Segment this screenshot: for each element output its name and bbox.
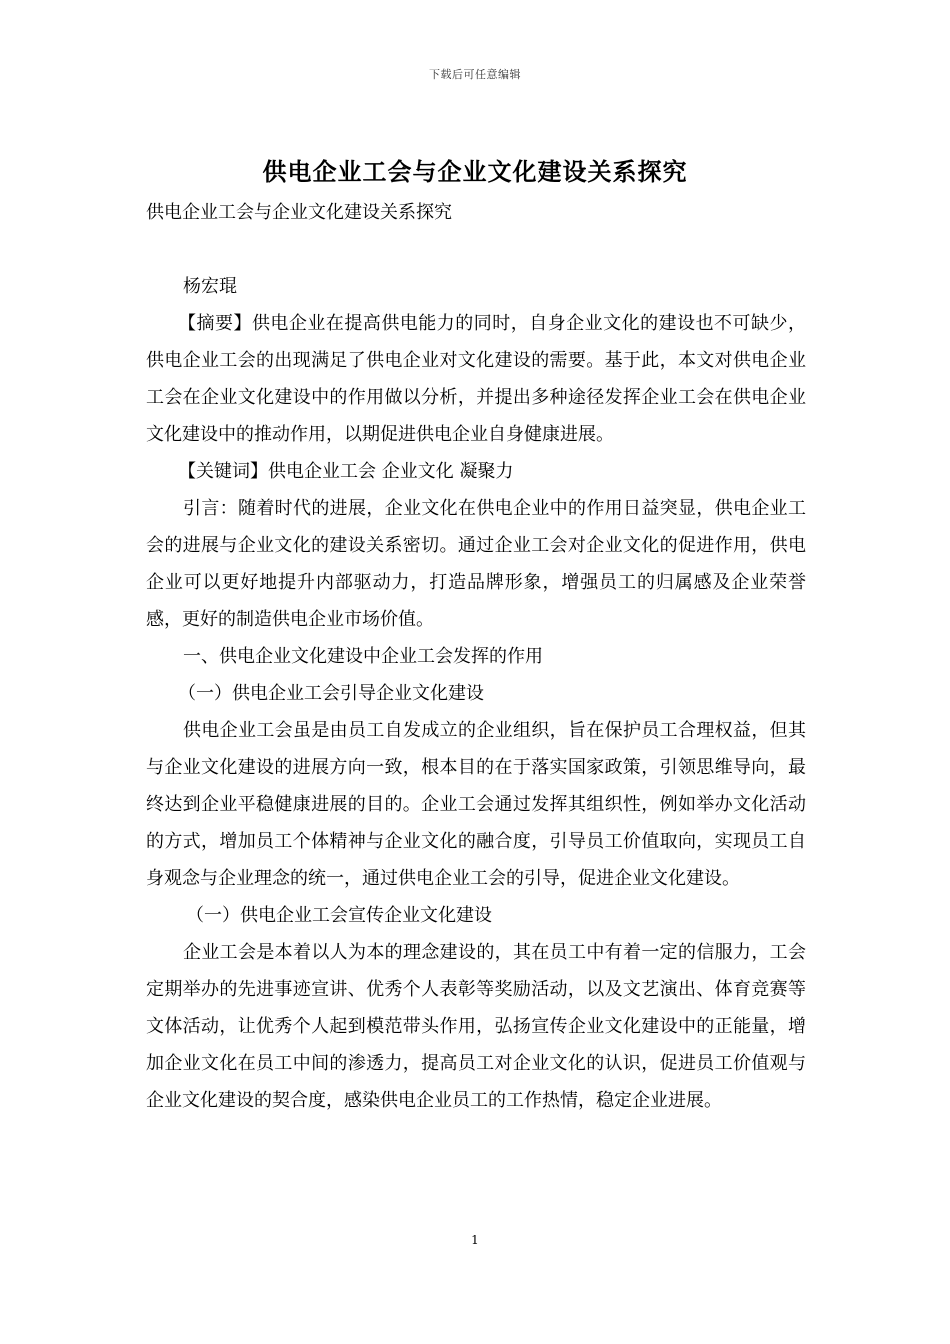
header-note: 下载后可任意编辑	[429, 68, 521, 81]
blank-line	[146, 231, 806, 268]
author: 杨宏琨	[183, 276, 237, 297]
subtitle: 供电企业工会与企业文化建设关系探究	[146, 202, 452, 223]
section-1-heading: 一、供电企业文化建设中企业工会发挥的作用	[183, 646, 543, 667]
document-title: 供电企业工会与企业文化建设关系探究	[262, 157, 688, 186]
subsection-2-heading: （一）供电企业工会宣传企业文化建设	[186, 905, 492, 926]
keywords-paragraph: 【关键词】供电企业工会 企业文化 凝聚力	[178, 461, 514, 482]
subsection-1-heading: （一）供电企业工会引导企业文化建设	[178, 683, 484, 704]
subsection-2-paragraph: 企业工会是本着以人为本的理念建设的，其在员工中有着一定的信服力，工会定期举办的先进事迹宣讲、优秀个人表彰等奖励活动，以及文艺演出、体育竞赛等文体活动，让优秀个人起到模范带头作用，弘扬宣传企业文化建设中的正能量，增加企业文化在员工中间的渗透力，提高员工对企业文化的认识，促进员工价值观与企业文化建设的契合度，感染供电企业员工的工作热情，稳定企业进展。	[146, 942, 806, 1111]
document-body	[146, 194, 806, 1119]
abstract-paragraph: 【摘要】供电企业在提高供电能力的同时，自身企业文化的建设也不可缺少，供电企业工会的出现满足了供电企业对文化建设的需要。基于此，本文对供电企业工会在企业文化建设中的作用做以分析，并提出多种途径发挥企业工会在供电企业文化建设中的推动作用，以期促进供电企业自身健康进展。	[146, 313, 806, 445]
page-number: 1	[471, 1233, 479, 1247]
intro-paragraph: 引言：随着时代的进展，企业文化在供电企业中的作用日益突显，供电企业工会的进展与企业文化的建设关系密切。通过企业工会对企业文化的促进作用，供电企业可以更好地提升内部驱动力，打造品牌形象，增强员工的归属感及企业荣誉感，更好的制造供电企业市场价值。	[146, 498, 806, 630]
subsection-1-paragraph: 供电企业工会虽是由员工自发成立的企业组织，旨在保护员工合理权益，但其与企业文化建设的进展方向一致，根本目的在于落实国家政策，引领思维导向，最终达到企业平稳健康进展的目的。企业工会通过发挥其组织性，例如举办文化活动的方式，增加员工个体精神与企业文化的融合度，引导员工价值取向，实现员工自身观念与企业理念的统一，通过供电企业工会的引导，促进企业文化建设。	[146, 720, 806, 889]
